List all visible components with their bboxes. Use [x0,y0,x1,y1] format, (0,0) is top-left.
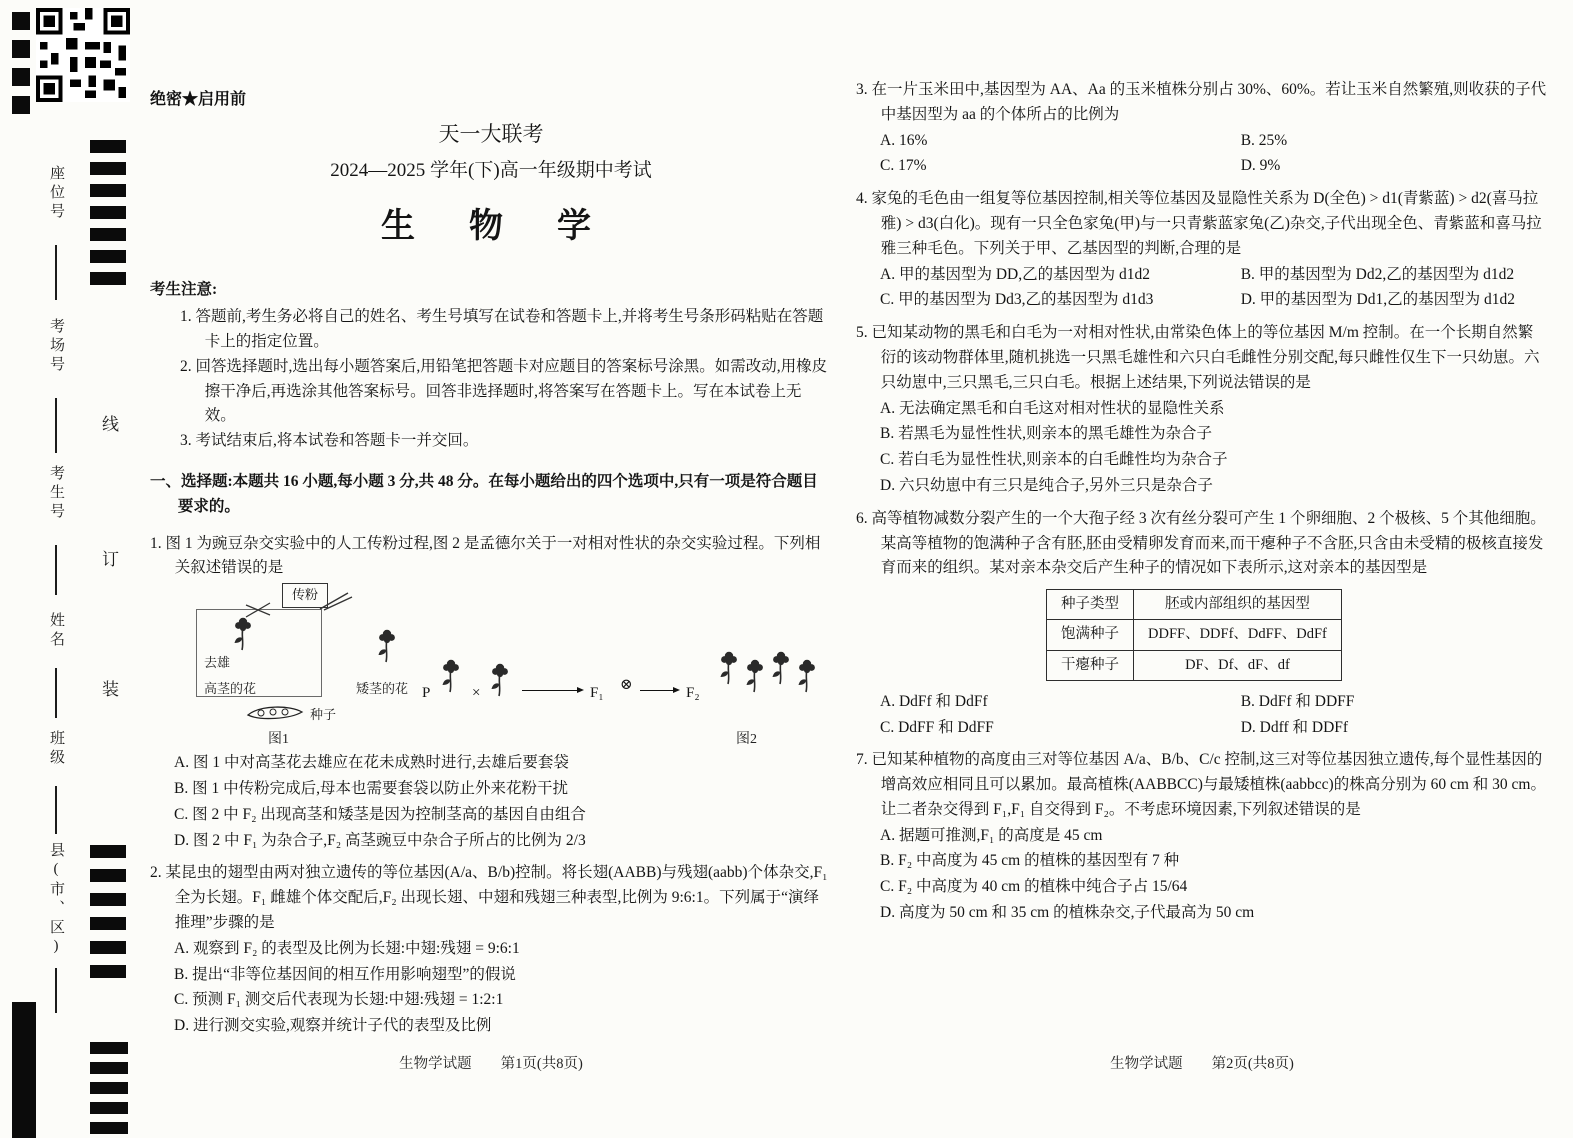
pea-flower-icon [716,649,742,685]
question-3 [856,78,1548,179]
page2-column [856,78,1548,934]
timing-mark [90,965,126,978]
binding-char-staple: 订 [99,550,118,567]
option-d: D. 甲的基因型为 Dd1,乙的基因型为 d1d2 [1240,291,1515,309]
timing-mark [90,845,126,858]
section-heading: 一、选择题:本题共 16 小题,每小题 3 分,共 48 分。在每小题给出的四个选项中,只有一项是符合题目要求的。 [150,472,818,515]
option-c: C. DdFF 和 DdFF [880,718,994,736]
question-2 [150,861,832,1039]
question-stem: 1. 图 1 为豌豆杂交实验中的人工传粉过程,图 2 是孟德尔关于一对相对性状的杂交实验过程。下列相关叙述错误的是 [150,534,821,577]
figure2-caption: 图2 [736,732,757,748]
timing-mark [90,162,126,175]
option-d: D. 六只幼崽中有三只是纯合子,另外三只是杂合子 [880,476,1213,494]
cross-arrow [522,690,580,691]
option-a: A. 图 1 中对高茎花去雄应在花未成熟时进行,去雄后要套袋 [174,754,569,772]
table-row [1047,620,1342,650]
emasculation-label: 去雄 [204,655,231,671]
scissors-icon [244,599,278,619]
cross-symbol: × [472,685,481,702]
short-flower-label: 矮茎的花 [356,681,409,697]
page1-footer: 生物学试题 第1页(共8页) [399,1056,583,1072]
registration-mark [12,40,30,58]
option-b: B. 提出“非等位基因间的相互作用影响翅型”的假说 [174,965,516,983]
option-b: B. F₂ 中高度为 45 cm 的植株的基因型有 7 种 [880,852,1180,870]
option-b: B. DdFf 和 DDFF [1240,692,1355,710]
option-d: D. Ddff 和 DDFf [1240,718,1349,736]
option-c: C. 若白毛为显性性状,则亲本的白毛雌性均为杂合子 [880,451,1228,469]
registration-mark [12,1002,36,1138]
sidebar-field-candidate-number: 考生号 [48,465,64,522]
timing-mark [90,1042,128,1054]
page1-column [150,118,832,1047]
table-cell: DDFF、DDFf、DdFF、DdFf [1134,620,1342,650]
question-stem: 7. 已知某种植物的高度由三对等位基因 A/a、B/b、C/c 控制,这三对等位基因独立遗传,每个显性基因的增高效应相同且可以累加。最高植株(AABBCC)与最矮植株(aabbcc)的株高分别为 60 cm 和 30 cm。让二者杂交得到 F₁,F₁ 自交得到 F₂。不考虑环境因素,下列叙述错误的是 [856,751,1546,818]
table-cell: 饱满种子 [1047,620,1134,650]
seed-genotype-table [1046,589,1342,681]
notice-item: 1. 答题前,考生务必将自己的姓名、考生号填写在试卷和答题卡上,并将考生号条形码粘贴在答题卡上的指定位置。 [180,308,824,350]
option-c: C. F₂ 中高度为 40 cm 的植株中纯合子占 15/64 [880,878,1188,896]
secrecy-label: 绝密★启用前 [150,91,247,108]
table-cell: 干瘪种子 [1047,650,1134,680]
question-stem: 5. 已知某动物的黑毛和白毛为一对相对性状,由常染色体上的等位基因 M/m 控制。在一个长期自然繁衍的该动物群体里,随机挑选一只黑毛雄性和六只白毛雌性分别交配,每只雌性仅生下一只幼崽。六只幼崽中,三只黑毛,三只白毛。根据上述结果,下列说法错误的是 [856,324,1540,391]
option-b: B. 甲的基因型为 Dd2,乙的基因型为 d1d2 [1240,265,1515,283]
tall-flower-label: 高茎的花 [204,681,257,697]
pea-flower-icon [487,661,513,697]
pea-flower-icon [742,657,768,693]
pea-flower-icon [794,657,820,693]
f1-label: F₁ [590,685,604,702]
question-7 [856,748,1548,926]
write-line [55,668,57,718]
option-b: B. 若黑毛为显性性状,则亲本的黑毛雄性为杂合子 [880,425,1212,443]
pea-flower-icon [438,657,464,693]
write-line [55,545,57,595]
option-d: D. 图 2 中 F₁ 为杂合子,F₂ 高茎豌豆中杂合子所占的比例为 2/3 [174,831,586,849]
page2-footer: 生物学试题 第2页(共8页) [1110,1056,1294,1072]
figure1-caption: 图1 [268,732,289,748]
notice-list [150,305,832,454]
timing-mark [90,228,126,241]
pea-pod-icon [246,703,304,723]
registration-mark [12,96,30,114]
notice-item: 3. 考试结束后,将本试卷和答题卡一并交回。 [180,432,479,450]
option-d: D. 高度为 50 cm 和 35 cm 的植株杂交,子代最高为 50 cm [880,904,1255,922]
timing-mark [90,1122,128,1134]
timing-mark [90,1062,128,1074]
timing-mark [90,184,126,197]
notice-title: 考生注意: [150,281,218,299]
option-a: A. DdFf 和 DdFf [880,692,988,710]
binding-char-bind: 装 [99,680,118,697]
option-a: A. 观察到 F₂ 的表型及比例为长翅:中翅:残翅 = 9:6:1 [174,939,520,957]
sidebar-field-class: 班级 [48,730,64,768]
option-d: D. 9% [1240,157,1281,175]
option-c: C. 预测 F₁ 测交后代表现为长翅:中翅:残翅 = 1:2:1 [174,991,504,1009]
question-stem: 4. 家兔的毛色由一组复等位基因控制,相关等位基因及显隐性关系为 D(全色) > d1(青紫蓝) > d2(喜马拉雅) > d3(白化)。现有一只全色家兔(甲)与一只青紫蓝家兔(乙)杂交,子代出现全色、青紫蓝和喜马拉雅三种毛色。下列关于甲、乙基因型的判断,合理的是 [856,190,1542,257]
option-b: B. 图 1 中传粉完成后,母本也需要套袋以防止外来花粉干扰 [174,779,568,797]
option-a: A. 据题可推测,F₁ 的高度是 45 cm [880,826,1103,844]
registration-mark [12,68,30,86]
notice-item: 2. 回答选择题时,选出每小题答案后,用铅笔把答题卡对应题目的答案标号涂黑。如需改动,用橡皮擦干净后,再选涂其他答案标号。回答非选择题时,将答案写在答题卡上。写在本试卷上无效。 [180,357,828,425]
timing-mark [90,206,126,219]
sidebar-field-room-number: 考场号 [48,318,64,375]
table-header: 种子类型 [1047,590,1134,620]
question-6 [856,507,1548,741]
option-a: A. 无法确定黑毛和白毛这对相对性状的显隐性关系 [880,399,1225,417]
timing-mark [90,250,126,263]
p-generation-label: P [422,685,431,702]
option-c: C. 17% [880,157,927,175]
timing-mark [90,869,126,882]
timing-mark [90,140,126,153]
self-arrow [640,690,676,691]
option-c: C. 图 2 中 F₂ 出现高茎和矮茎是因为控制茎高的基因自由组合 [174,805,586,823]
tweezers-icon [318,589,358,611]
option-a: A. 16% [880,131,928,149]
pea-flower-icon [230,615,256,651]
pea-flower-icon [768,649,794,685]
option-c: C. 甲的基因型为 Dd3,乙的基因型为 d1d3 [880,291,1154,309]
table-cell: DF、Df、dF、df [1134,650,1342,680]
question1-figure [160,587,828,747]
pea-flower-icon [374,627,400,663]
option-a: A. 甲的基因型为 DD,乙的基因型为 d1d2 [880,265,1150,283]
question-4 [856,187,1548,313]
option-b: B. 25% [1240,131,1288,149]
sidebar-field-seat-number: 座位号 [48,165,64,222]
timing-mark [90,917,126,930]
pollination-label: 传粉 [282,583,328,608]
timing-mark [90,1082,128,1094]
question-stem: 2. 某昆虫的翅型由两对独立遗传的等位基因(A/a、B/b)控制。将长翅(AABB)与残翅(aabb)个体杂交,F₁ 全为长翅。F₁ 雌雄个体交配后,F₂ 出现长翅、中翅和残翅三种表型,比例为 9:6:1。下列属于“演绎推理”步骤的是 [150,864,828,931]
table-row [1047,650,1342,680]
binding-char-line: 线 [99,415,118,432]
exam-session: 2024—2025 学年(下)高一年级期中考试 [330,159,652,181]
question-stem: 3. 在一片玉米田中,基因型为 AA、Aa 的玉米植株分别占 30%、60%。若让玉米自然繁殖,则收获的子代中基因型为 aa 的个体所占的比例为 [856,81,1547,123]
timing-mark [90,893,126,906]
registration-mark [12,12,30,30]
question-1 [150,532,832,854]
table-header: 胚或内部组织的基因型 [1134,590,1342,620]
f2-label: F₂ [686,685,700,702]
option-d: D. 进行测交实验,观察并统计子代的表型及比例 [174,1017,492,1035]
write-line [55,968,57,1013]
timing-mark [90,272,126,285]
subject-title: 生 物 学 [381,207,601,245]
write-line [55,786,57,834]
question-5 [856,321,1548,499]
sidebar-field-name: 姓名 [48,612,64,650]
exam-organization: 天一大联考 [438,122,544,146]
sidebar-field-county: 县(市、区) [48,842,64,958]
self-cross-symbol: ⊗ [620,677,633,694]
write-line [55,245,57,300]
qr-code [36,8,130,102]
question-stem: 6. 高等植物减数分裂产生的一个大孢子经 3 次有丝分裂可产生 1 个卵细胞、2 个极核、5 个其他细胞。某高等植物的饱满种子含有胚,胚由受精卵发育而来,而干瘪种子不含胚,只含由未受精的极核直接发育而来的组织。某对亲本杂交后产生种子的情况如下表所示,这对亲本的基因型是 [856,509,1546,577]
seed-label: 种子 [310,707,337,723]
write-line [55,398,57,453]
timing-mark [90,941,126,954]
timing-mark [90,1102,128,1114]
